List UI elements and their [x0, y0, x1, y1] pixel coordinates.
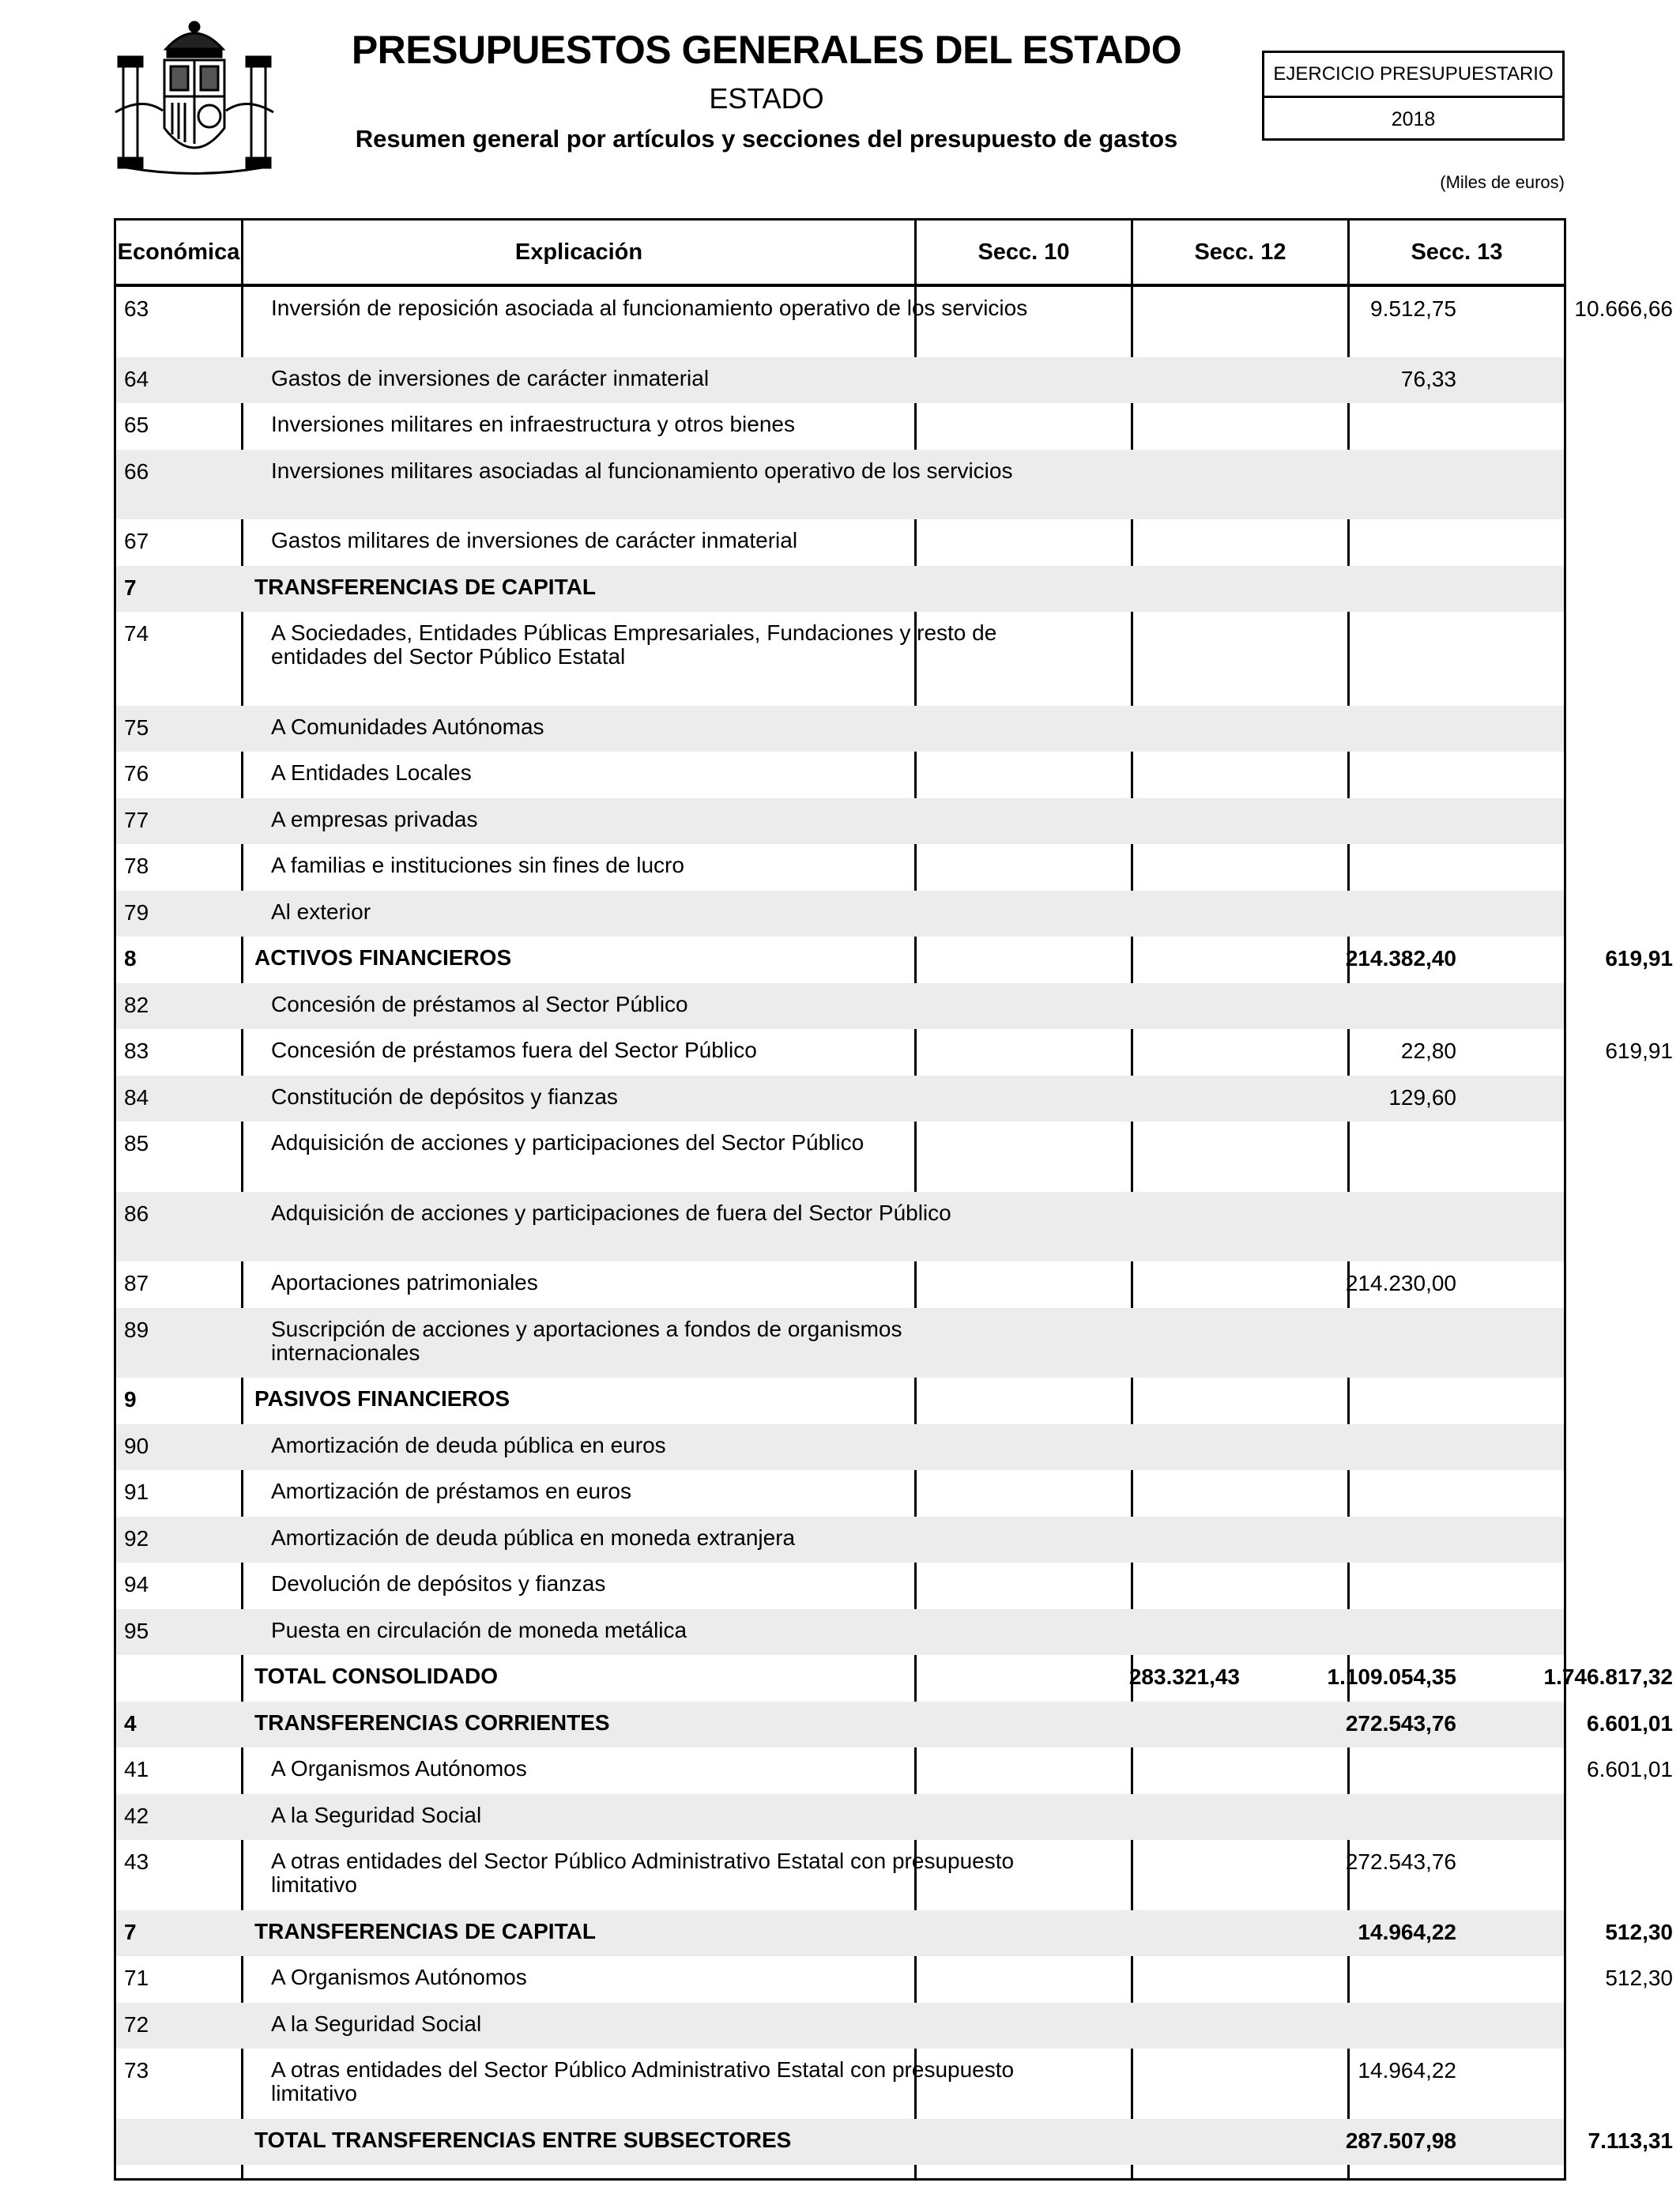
row-secc-13-value: 619,91 — [1605, 1039, 1673, 1063]
row-description: Constitución de depósitos y fianzas — [271, 1084, 618, 1109]
table-row — [116, 1956, 1673, 2003]
table-row — [116, 1076, 1564, 1122]
row-secc-13-value: 512,30 — [1605, 1919, 1673, 1944]
row-code: 63 — [124, 296, 149, 321]
row-code: 43 — [124, 1849, 149, 1874]
row-code: 71 — [124, 1966, 149, 1990]
row-description: Inversión de reposición asociada al funcionamiento operativo de los servicios — [271, 296, 1028, 320]
row-code: 95 — [124, 1618, 149, 1643]
column-header-secc-12: Secc. 12 — [1194, 239, 1286, 265]
table-row — [116, 1470, 1564, 1517]
row-description: TRANSFERENCIAS DE CAPITAL — [254, 574, 596, 599]
row-code: 65 — [124, 413, 149, 437]
table-row — [116, 706, 1564, 752]
row-code: 91 — [124, 1480, 149, 1504]
row-code: 7 — [124, 575, 137, 600]
row-description: Inversiones militares asociadas al funcionamiento operativo de los servicios — [271, 458, 1013, 483]
row-secc-13-value: 1.746.817,32 — [1543, 1664, 1673, 1689]
row-code: 72 — [124, 2011, 149, 2037]
row-code: 79 — [124, 899, 149, 925]
row-secc-12-value: 214.382,40 — [1345, 946, 1456, 971]
row-secc-12-value: 9.512,75 — [1370, 296, 1456, 321]
row-secc-12-value: 129,60 — [1388, 1084, 1456, 1110]
row-secc-12-value: 22,80 — [1400, 1039, 1456, 1063]
table-row — [116, 1192, 1564, 1262]
row-description: PASIVOS FINANCIEROS — [254, 1386, 510, 1411]
row-description: Suscripción de acciones y aportaciones a fondos de organismos internacionales — [271, 1316, 902, 1365]
row-description: A la Seguridad Social — [271, 2011, 482, 2036]
row-code: 4 — [124, 1710, 137, 1736]
row-secc-12-value: 1.109.054,35 — [1327, 1664, 1456, 1689]
table-row — [116, 844, 1564, 891]
row-code: 86 — [124, 1201, 149, 1226]
table-row — [116, 1122, 1564, 1192]
table-row — [116, 1261, 1564, 1308]
row-secc-12-value: 214.230,00 — [1345, 1271, 1456, 1295]
row-code: 78 — [124, 854, 149, 878]
column-header-secc-10: Secc. 10 — [977, 239, 1070, 265]
row-description: TRANSFERENCIAS CORRIENTES — [254, 1710, 610, 1735]
row-code: 76 — [124, 761, 149, 786]
row-secc-12-value: 272.543,76 — [1345, 1849, 1456, 1874]
budget-table — [114, 218, 1673, 2181]
row-code: 7 — [124, 1919, 137, 1944]
table-row — [116, 937, 1673, 983]
row-description: Amortización de deuda pública en euros — [271, 1432, 666, 1457]
page-subtitle: ESTADO — [709, 82, 824, 115]
row-secc-12-value: 14.964,22 — [1358, 2058, 1456, 2083]
table-row — [116, 798, 1564, 845]
table-row — [116, 2003, 1564, 2049]
row-description: Gastos militares de inversiones de carácter inmaterial — [271, 528, 798, 552]
table-row — [116, 1308, 1564, 1378]
row-description: A otras entidades del Sector Público Administrativo Estatal con presupuesto limitativo — [271, 1849, 1015, 1897]
row-code: 66 — [124, 458, 149, 484]
row-description: TOTAL CONSOLIDADO — [254, 1664, 498, 1688]
row-description: A familias e instituciones sin fines de lucro — [271, 853, 684, 877]
row-code: 75 — [124, 714, 149, 740]
row-secc-13-value: 7.113,31 — [1588, 2128, 1673, 2153]
table-row — [116, 1794, 1564, 1841]
row-description: Puesta en circulación de moneda metálica — [271, 1617, 687, 1642]
row-code: 89 — [124, 1317, 149, 1342]
row-code: 84 — [124, 1084, 149, 1110]
row-description: A empresas privadas — [271, 806, 478, 831]
table-row — [116, 1563, 1564, 1609]
table-row — [116, 357, 1564, 404]
table-row — [116, 891, 1564, 937]
row-description: Adquisición de acciones y participaciones de fuera del Sector Público — [271, 1200, 951, 1225]
table-row — [116, 1702, 1673, 1748]
units-note: (Miles de euros) — [1440, 172, 1565, 192]
fiscal-year-value: 2018 — [1391, 108, 1436, 130]
row-code: 85 — [124, 1131, 149, 1155]
row-description: Amortización de deuda pública en moneda extranjera — [271, 1525, 796, 1550]
row-code: 90 — [124, 1433, 149, 1458]
row-code: 83 — [124, 1039, 149, 1063]
row-secc-13-value: 10.666,66 — [1574, 296, 1673, 321]
table-row — [116, 566, 1564, 613]
row-description: ACTIVOS FINANCIEROS — [254, 945, 512, 970]
table-body — [116, 287, 1673, 2165]
row-secc-10-value: 283.321,43 — [1128, 1664, 1240, 1689]
table-row — [116, 752, 1564, 798]
row-description: A Sociedades, Entidades Públicas Empresariales, Fundaciones y resto de entidades del Sector Público Estatal — [271, 620, 997, 669]
row-description: Devolución de depósitos y fianzas — [271, 1571, 606, 1596]
table-row — [116, 1609, 1564, 1656]
row-description: TOTAL TRANSFERENCIAS ENTRE SUBSECTORES — [254, 2127, 792, 2152]
table-row — [116, 2119, 1673, 2166]
row-secc-12-value: 287.507,98 — [1345, 2128, 1456, 2153]
row-secc-13-value: 6.601,01 — [1587, 1757, 1673, 1781]
table-row — [116, 1424, 1564, 1471]
coat-of-arms-emblem — [111, 17, 278, 175]
row-code: 73 — [124, 2058, 149, 2083]
row-secc-13-value: 619,91 — [1605, 946, 1673, 971]
row-code: 92 — [124, 1525, 149, 1551]
row-description: Al exterior — [271, 899, 371, 924]
row-code: 9 — [124, 1387, 137, 1412]
row-description: Concesión de préstamos al Sector Público — [271, 991, 688, 1016]
table-row — [116, 1655, 1673, 1702]
table-row — [116, 1840, 1564, 1910]
table-row — [116, 287, 1673, 357]
fiscal-year-label: EJERCICIO PRESUPUESTARIO — [1264, 53, 1562, 98]
row-code: 82 — [124, 992, 149, 1017]
table-row — [116, 403, 1564, 450]
row-description: A Comunidades Autónomas — [271, 714, 544, 739]
column-header-economica: Económica — [117, 239, 240, 265]
table-row — [116, 983, 1564, 1030]
column-header-explicacion: Explicación — [514, 239, 643, 265]
table-row — [116, 1517, 1564, 1563]
table-row — [116, 1029, 1673, 1076]
table-row — [116, 1378, 1564, 1424]
row-code: 77 — [124, 807, 149, 832]
page-title: PRESUPUESTOS GENERALES DEL ESTADO — [351, 28, 1182, 72]
row-description: A la Seguridad Social — [271, 1802, 482, 1827]
table-row — [116, 519, 1564, 566]
row-code: 42 — [124, 1803, 149, 1828]
row-code: 94 — [124, 1572, 149, 1596]
row-code: 67 — [124, 529, 149, 553]
row-secc-13-value: 6.601,01 — [1587, 1710, 1673, 1736]
table-row — [116, 450, 1564, 520]
row-secc-12-value: 76,33 — [1400, 366, 1456, 391]
row-code: 87 — [124, 1271, 149, 1295]
row-secc-12-value: 14.964,22 — [1358, 1919, 1456, 1944]
row-description: A Organismos Autónomos — [271, 1965, 527, 1989]
fiscal-year-box — [1262, 51, 1565, 141]
row-description: TRANSFERENCIAS DE CAPITAL — [254, 1918, 596, 1943]
row-description: Aportaciones patrimoniales — [271, 1270, 538, 1295]
row-description: Gastos de inversiones de carácter inmaterial — [271, 365, 710, 390]
row-description: A Organismos Autónomos — [271, 1756, 527, 1781]
row-code: 41 — [124, 1757, 149, 1781]
row-description: A Entidades Locales — [271, 760, 472, 785]
table-row — [116, 612, 1564, 706]
row-code: 8 — [124, 946, 137, 971]
table-row — [116, 1910, 1673, 1957]
row-code: 64 — [124, 366, 149, 391]
row-description: Amortización de préstamos en euros — [271, 1479, 631, 1503]
row-description: A otras entidades del Sector Público Administrativo Estatal con presupuesto limitativo — [271, 2057, 1015, 2105]
table-header — [116, 221, 1564, 287]
page-description: Resumen general por artículos y secciones del presupuesto de gastos — [355, 125, 1178, 153]
row-description: Inversiones militares en infraestructura y otros bienes — [271, 412, 795, 436]
column-header-secc-13: Secc. 13 — [1411, 239, 1503, 265]
row-secc-13-value: 512,30 — [1605, 1966, 1673, 1990]
row-description: Adquisición de acciones y participaciones del Sector Público — [271, 1130, 864, 1155]
table-row — [116, 1747, 1673, 1794]
table-row — [116, 2049, 1564, 2119]
row-code: 74 — [124, 621, 149, 646]
row-secc-12-value: 272.543,76 — [1345, 1710, 1456, 1736]
row-description: Concesión de préstamos fuera del Sector Público — [271, 1038, 757, 1062]
